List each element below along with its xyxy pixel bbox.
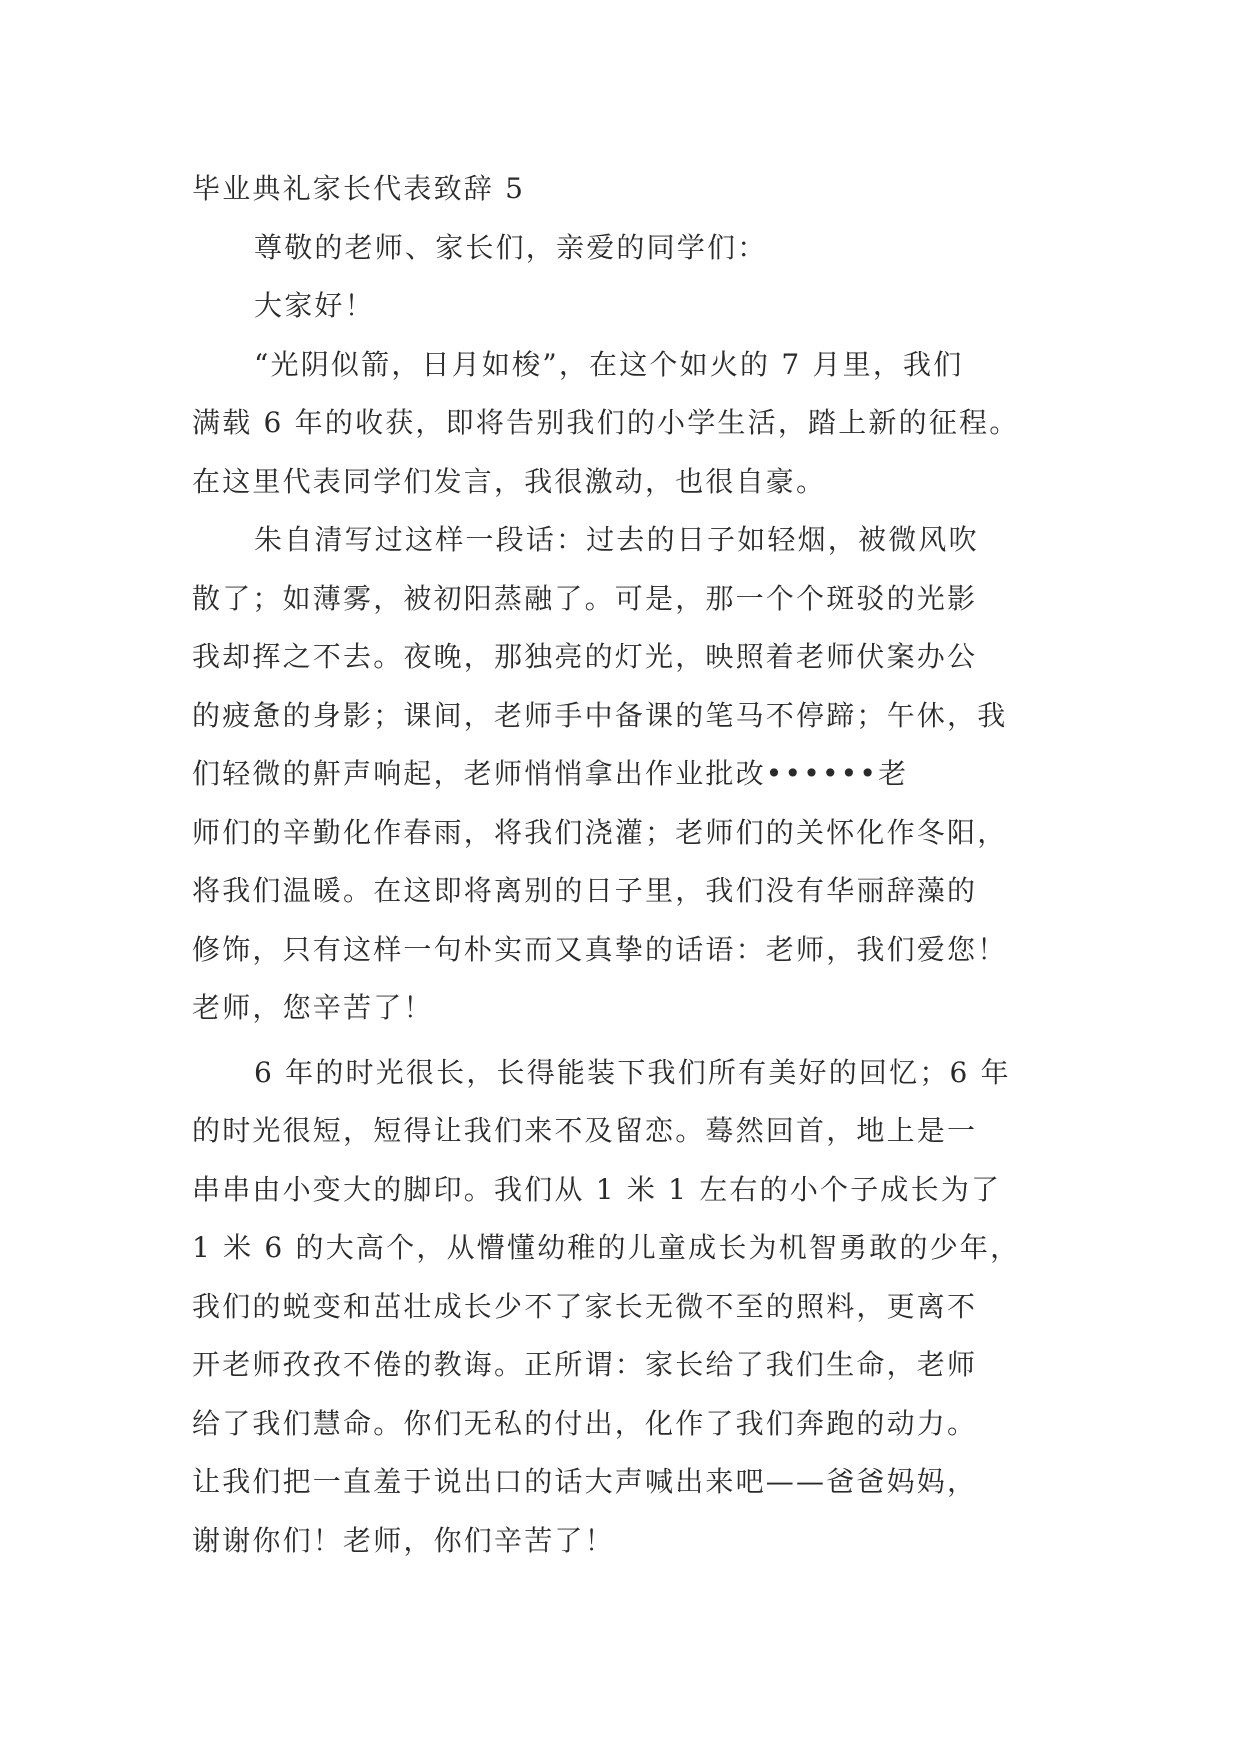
paragraph-2-line-3: 我却挥之不去。夜晚，那独亮的灯光，映照着老师伏案办公	[192, 640, 978, 673]
paragraph-3-line-7: 给了我们慧命。你们无私的付出，化作了我们奔跑的动力。	[192, 1406, 978, 1440]
paragraph-3-line-5: 我们的蜕变和茁壮成长少不了家长无微不至的照料，更离不	[192, 1289, 978, 1323]
salutation-line: 尊敬的老师、家长们，亲爱的同学们：	[254, 230, 768, 264]
paragraph-2-line-9: 老师，您辛苦了！	[192, 991, 434, 1024]
paragraph-2-line-4: 的疲惫的身影；课间，老师手中备课的笔马不停蹄；午休，我	[192, 698, 1008, 732]
paragraph-2-line-1: 朱自清写过这样一段话：过去的日子如轻烟，被微风吹	[254, 523, 979, 556]
paragraph-3-line-8: 让我们把一直羞于说出口的话大声喊出来吧——爸爸妈妈，	[192, 1465, 978, 1498]
paragraph-3-line-1: 6 年的时光很长，长得能装下我们所有美好的回忆；6 年	[254, 1055, 1011, 1089]
paragraph-2-line-5: 们轻微的鼾声响起，老师悄悄拿出作业批改••••••老	[192, 757, 909, 790]
paragraph-1-line-3: 在这里代表同学们发言，我很激动，也很自豪。	[192, 464, 827, 498]
paragraph-1-line-1: “光阴似箭，日月如梭”，在这个如火的 7 月里，我们	[254, 347, 964, 381]
paragraph-2-line-2: 散了；如薄雾，被初阳蒸融了。可是，那一个个斑驳的光影	[192, 581, 978, 615]
greeting-line: 大家好！	[254, 289, 375, 322]
paragraph-3-line-4: 1 米 6 的大高个，从懵懂幼稚的儿童成长为机智勇敢的少年，	[192, 1231, 1021, 1264]
paragraph-2-line-6: 师们的辛勤化作春雨，将我们浇灌；老师们的关怀化作冬阳，	[192, 815, 1008, 849]
document-body	[192, 160, 1052, 1570]
document-title: 毕业典礼家长代表致辞 5	[192, 172, 526, 205]
paragraph-2-line-7: 将我们温暖。在这即将离别的日子里，我们没有华丽辞藻的	[192, 874, 978, 907]
paragraph-3-line-9: 谢谢你们！老师，你们辛苦了！	[192, 1523, 615, 1557]
paragraph-3-line-3: 串串由小变大的脚印。我们从 1 米 1 左右的小个子成长为了	[192, 1172, 1002, 1206]
paragraph-3-line-6: 开老师孜孜不倦的教诲。正所谓：家长给了我们生命，老师	[192, 1348, 978, 1381]
paragraph-2-line-8: 修饰，只有这样一句朴实而又真挚的话语：老师，我们爱您！	[192, 932, 1008, 966]
paragraph-3-line-2: 的时光很短，短得让我们来不及留恋。蓦然回首，地上是一	[192, 1114, 978, 1147]
paragraph-1-line-2: 满载 6 年的收获，即将告别我们的小学生活，踏上新的征程。	[192, 406, 1020, 439]
